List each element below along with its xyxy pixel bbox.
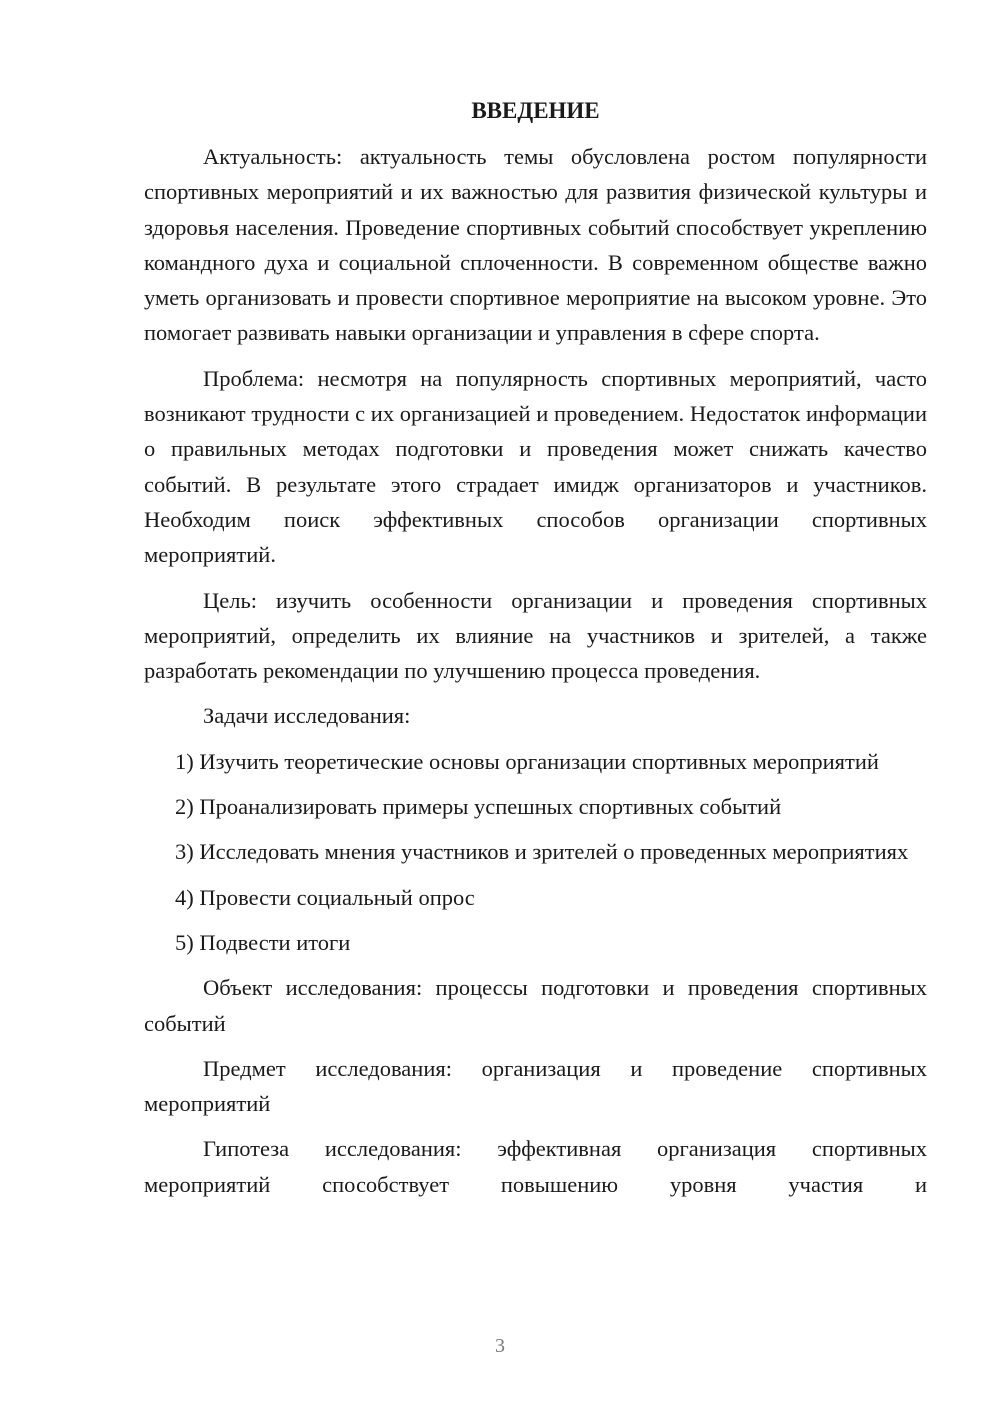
hypothesis-paragraph: Гипотеза исследования: эффективная организация спортивных мероприятий способствует повышению уровня участия и xyxy=(144,1136,927,1197)
goal-paragraph: Цель: изучить особенности организации и проведения спортивных мероприятий, определить их влияние на участников и зрителей, а также разработать рекомендации по улучшению процесса проведения. xyxy=(144,587,927,684)
task-item-5: 5) Подвести итоги xyxy=(175,929,351,955)
document-page xyxy=(144,90,927,1212)
relevance-paragraph: Актуальность: актуальность темы обусловлена ростом популярности спортивных мероприятий и их важностью для развития физической культуры и здоровья населения. Проведение спортивных событий способствует укреплению командного духа и социальной сплоченности. В современном обществе важно уметь организовать и провести спортивное мероприятие на высоком уровне. Это помогает развивать навыки организации и управления в сфере спорта. xyxy=(144,144,927,346)
section-title: ВВЕДЕНИЕ xyxy=(471,98,600,123)
page-number: 3 xyxy=(495,1335,505,1357)
task-item-2: 2) Проанализировать примеры успешных спортивных событий xyxy=(175,794,782,820)
task-item-3: 3) Исследовать мнения участников и зрителей о проведенных мероприятиях xyxy=(175,839,909,865)
subject-paragraph: Предмет исследования: организация и проведение спортивных мероприятий xyxy=(144,1055,927,1117)
problem-paragraph: Проблема: несмотря на популярность спортивных мероприятий, часто возникают трудности с их организацией и проведением. Недостаток информации о правильных методах подготовки и проведения может снижать качество событий. В результате этого страдает имидж организаторов и участников. Необходим поиск эффективных способов организации спортивных мероприятий. xyxy=(144,365,927,568)
object-paragraph: Объект исследования: процессы подготовки и проведения спортивных событий xyxy=(144,975,927,1036)
task-item-4: 4) Провести социальный опрос xyxy=(175,884,475,910)
tasks-heading: Задачи исследования: xyxy=(203,703,411,729)
task-item-1: 1) Изучить теоретические основы организации спортивных мероприятий xyxy=(175,748,879,774)
